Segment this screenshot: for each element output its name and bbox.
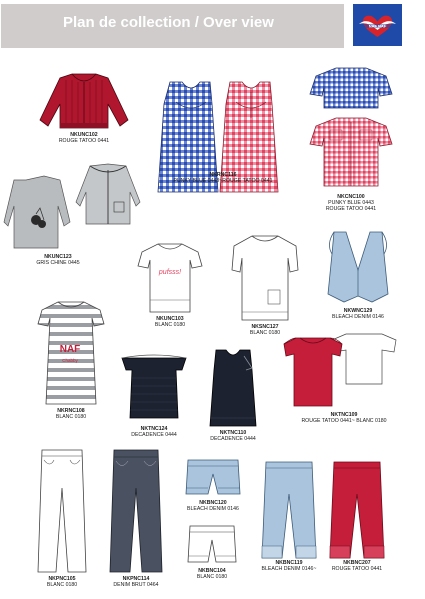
cropped-jeans-icon (258, 460, 320, 560)
product-color: BLANC 0180 (154, 322, 186, 328)
product-color-2: ROUGE TATOO 0441 (325, 206, 377, 212)
product-color: BLANC 0180 (46, 582, 78, 588)
product-color: BLANC 0180 (249, 330, 281, 336)
striped-tee-dress-icon (34, 300, 108, 406)
product-code: NKUNC123 (44, 254, 72, 260)
product-nkrnc108 (34, 300, 108, 426)
product-nkbnc119 (258, 460, 320, 580)
product-code: NKWNC129 (343, 308, 373, 314)
product-color: DECADENCE 0444 (131, 432, 177, 438)
dark-jeans-icon (104, 448, 168, 574)
product-color: PUNKY BLUE 0443~ROUGE TATOO 0441 (173, 178, 273, 184)
product-code: NKBNC119 (275, 560, 303, 566)
white-tunic-icon (226, 234, 304, 324)
product-code: NKTNC109 (330, 412, 358, 418)
product-code: NKPNC105 (48, 576, 76, 582)
svg-text:NAF NAF: NAF NAF (368, 23, 387, 29)
product-code: NKTNC110 (219, 430, 247, 436)
product-color: BLANC 0180 (196, 574, 228, 580)
product-nkrnc116 (148, 78, 298, 216)
white-trousers-icon (34, 448, 90, 574)
product-code: NKBNC120 (199, 500, 227, 506)
product-code: NKRNC108 (57, 408, 85, 414)
product-nkwnc129 (322, 230, 394, 322)
product-color: BLANC 0180 (55, 414, 87, 420)
product-code: NKRNC116 (209, 172, 237, 178)
product-code: NKBNC104 (198, 568, 226, 574)
product-code: NKUNC102 (70, 132, 98, 138)
product-color: BLEACH DENIM 0146 (332, 314, 384, 320)
red-cropped-trousers-icon (326, 460, 388, 560)
product-code: NKSNC127 (251, 324, 279, 330)
product-nktnc124 (118, 352, 190, 442)
naf-print: NAF (59, 344, 81, 355)
denim-shorts-icon (184, 458, 242, 498)
product-nkbnc120 (184, 458, 242, 520)
product-nkunc102 (24, 68, 144, 148)
naf-small-print: Chabby (62, 358, 78, 363)
tank-top-icon (200, 348, 266, 428)
naf-naf-heart-logo-icon (353, 4, 402, 46)
grey-cardigan-icon (8, 162, 146, 252)
product-code: NKPNC114 (122, 576, 150, 582)
ruffle-top-icon (286, 330, 402, 410)
product-nktnc109 (286, 330, 402, 434)
product-nkbnc207 (326, 460, 388, 580)
product-color: PUNKY BLUE 0443 (328, 200, 374, 206)
product-color: GRIS CHINE 0445 (36, 260, 80, 266)
product-color: DENIM BRUT 0464 (113, 582, 159, 588)
gingham-shirt-icon (308, 66, 394, 192)
product-code: NKBNC207 (343, 560, 371, 566)
product-nkunc103 (134, 240, 206, 332)
product-nkpnc105 (34, 448, 90, 594)
product-color: DECADENCE 0444 (210, 436, 256, 442)
product-code: NKTNC124 (140, 426, 168, 432)
product-nkunc123 (8, 162, 146, 268)
product-nkbnc104 (186, 524, 238, 586)
page-title: Plan de collection / Over view (63, 14, 274, 31)
product-color: ROUGE TATOO 0441~ BLANC 0180 (301, 418, 387, 424)
denim-vest-icon (322, 230, 394, 304)
off-shoulder-top-icon (118, 352, 190, 422)
knit-cardigan-icon (24, 68, 144, 132)
product-nkpnc114 (104, 448, 168, 596)
product-color: BLEACH DENIM 0146 (187, 506, 239, 512)
product-code: NKCNC100 (337, 194, 365, 200)
product-nkcnc100 (308, 66, 394, 224)
tee-print: pufsss! (158, 269, 182, 276)
product-nksnc127 (226, 234, 304, 340)
product-color: ROUGE TATOO 0441 (331, 566, 383, 572)
product-color: ROUGE TATOO 0441 (58, 138, 110, 144)
white-tee-icon (134, 240, 206, 316)
product-color: BLEACH DENIM 0146~ (261, 566, 317, 572)
product-nktnc110 (200, 348, 266, 448)
product-code: NKUNC103 (156, 316, 184, 322)
header-bar (1, 4, 344, 48)
white-shorts-icon (186, 524, 238, 566)
